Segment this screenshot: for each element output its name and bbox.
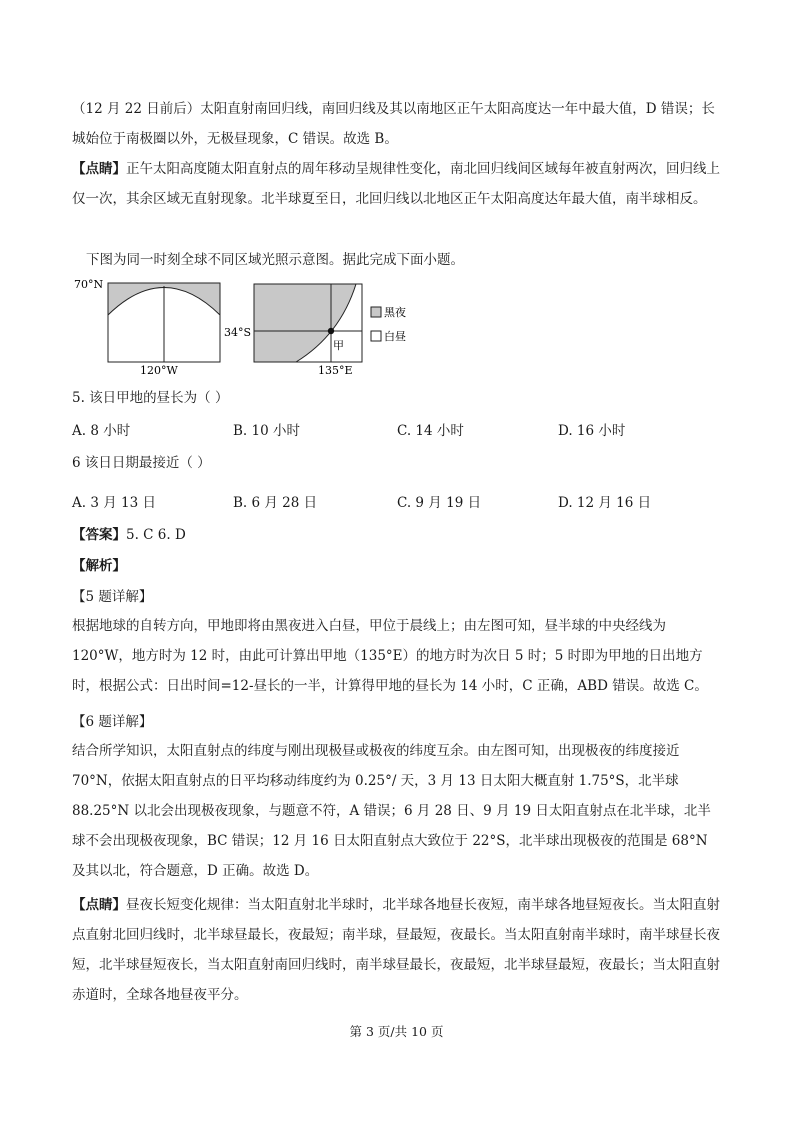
legend-night-swatch [371,307,381,317]
q6-option-c: C. 9 月 19 日 [397,495,482,511]
q5-option-a: A. 8 小时 [72,423,131,439]
closing-note-text: 昼夜长短变化规律：当太阳直射北半球时，北半球各地昼长夜短，南半球各地昼短夜长。当太阳直射点直射北回归线时，北半球昼最长，夜最短；南半球，昼最短，夜最长。当太阳直射南半球时，南半球昼长夜短，北半球昼短夜长，当太阳直射南回归线时，南半球昼最长，夜最短，北半球昼最短，夜最长；当太阳直射赤道时，全球各地昼夜平分。 [72,897,720,1003]
q5-option-b: B. 10 小时 [233,423,300,439]
legend-night-label: 黑夜 [384,306,406,319]
question-5-options [72,419,722,443]
point-jia-marker [328,328,334,334]
question-5-stem: 5. 该日甲地的昼长为（ ） [72,390,229,406]
page-number: 第 3 页/共 10 页 [349,1024,444,1039]
detail-5-text: 根据地球的自转方向，甲地即将由黑夜进入白昼，甲位于晨线上；由左图可知，昼半球的中央经线为 120°W，地方时为 12 时，由此可计算出甲地（135°E）的地方时为次日 5 时；5 时即为甲地的日出地方时，根据公式：日出时间=12-昼长的一半，计算得甲地的昼长为 14 小时，C 正确，ABD 错误。故选 C。 [72,618,708,694]
q5-option-d: D. 16 小时 [558,423,626,439]
right-longitude-label: 135°E [318,364,353,377]
question-intro: 下图为同一时刻全球不同区域光照示意图。据此完成下面小题。 [86,252,464,268]
paragraph-previous-answer: （12 月 22 日前后）太阳直射南回归线，南回归线及其以南地区正午太阳高度达一年中最大值，D 错误；长城始位于南极圈以外，无极昼现象，C 错误。故选 B。 [72,101,715,147]
legend-day-swatch [371,331,381,341]
detail-5-tag: 【5 题详解】 [72,589,153,605]
closing-note [72,890,722,1010]
note-text: 正午太阳高度随太阳直射点的周年移动呈规律性变化，南北回归线间区域每年被直射两次，回归线上仅一次，其余区域无直射现象。北半球夏至日，北回归线以北地区正午太阳高度达年最大值，南半球相反。 [72,161,720,207]
left-longitude-label: 120°W [140,364,178,377]
point-jia-label: 甲 [333,339,344,352]
legend-day-label: 白昼 [384,330,406,343]
q5-option-c: C. 14 小时 [397,423,464,439]
detail-6-tag: 【6 题详解】 [72,714,153,730]
q6-option-d: D. 12 月 16 日 [558,495,652,511]
q6-option-a: A. 3 月 13 日 [72,495,156,511]
answer-line [72,523,186,543]
question-6-options [72,491,722,515]
answer-tag: 【答案】 [72,527,126,543]
answer-text: 5. C 6. D [126,527,186,543]
q6-option-b: B. 6 月 28 日 [233,495,318,511]
left-latitude-label: 70°N [74,278,104,291]
illumination-figure [70,275,440,380]
closing-note-tag: 【点睛】 [72,897,126,913]
paragraph-previous-note [72,154,722,214]
question-6-stem: 6 该日日期最接近（ ） [72,455,211,471]
detail-6-text: 结合所学知识，太阳直射点的纬度与刚出现极昼或极夜的纬度互余。由左图可知，出现极夜的纬度接近 70°N，依据太阳直射点的日平均移动纬度约为 0.25°/ 天，3 月 13 日太阳大概直射 1.75°S，北半球 88.25°N 以北会出现极夜现象，与题意不符，A 错误；6 月 28 日、9 月 19 日太阳直射点在北半球，北半球不会出现极夜现象，BC 错误；12 月 16 日太阳直射点大致位于 22°S，北半球出现极夜的范围是 68°N 及其以北，符合题意，D 正确。故选 D。 [72,743,711,879]
analysis-tag: 【解析】 [72,558,126,574]
note-tag: 【点睛】 [72,161,126,177]
right-latitude-label: 34°S [224,326,252,339]
